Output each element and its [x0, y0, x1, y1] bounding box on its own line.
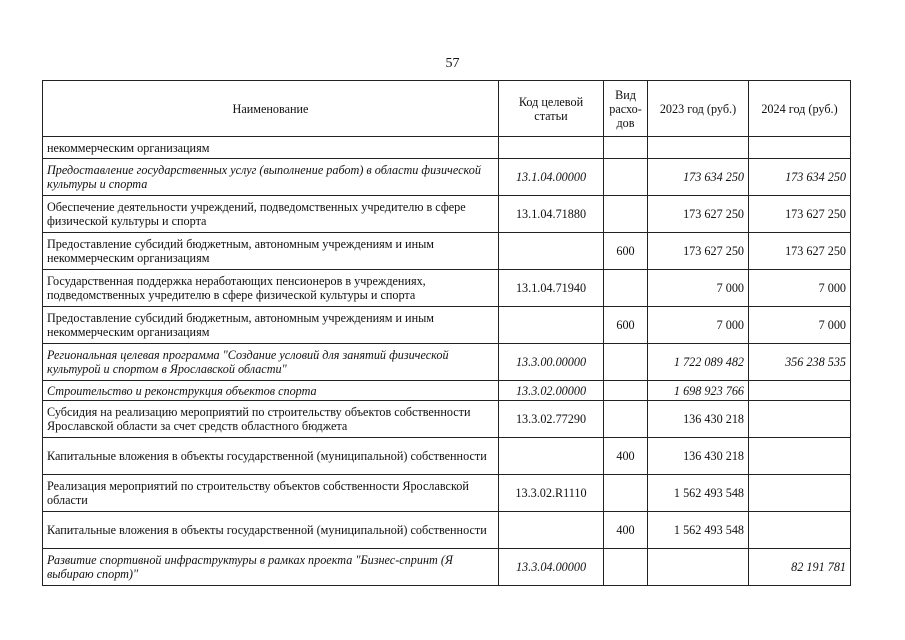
row-2023: 7 000 [648, 270, 749, 307]
row-2023: 173 627 250 [648, 233, 749, 270]
table-row [43, 549, 851, 586]
header-vid: Вид расхо-дов [604, 81, 648, 137]
table-row [43, 438, 851, 475]
page-number: 57 [445, 56, 460, 71]
header-2023: 2023 год (руб.) [648, 81, 749, 137]
row-code [499, 307, 604, 344]
row-vid [604, 270, 648, 307]
row-2024: 173 627 250 [749, 233, 851, 270]
row-name: некоммерческим организациям [43, 137, 499, 159]
row-2023: 7 000 [648, 307, 749, 344]
row-name: Капитальные вложения в объекты государственной (муниципальной) собственности [43, 438, 499, 475]
row-2023: 1 562 493 548 [648, 475, 749, 512]
row-name: Предоставление субсидий бюджетным, автономным учреждениям и иным некоммерческим организациям [43, 233, 499, 270]
row-2024 [749, 475, 851, 512]
row-2024 [749, 512, 851, 549]
header-code: Код целевой статьи [499, 81, 604, 137]
table-header-row [43, 81, 851, 137]
row-2024 [749, 137, 851, 159]
row-2023: 173 627 250 [648, 196, 749, 233]
table-row [43, 401, 851, 438]
row-name: Развитие спортивной инфраструктуры в рамках проекта "Бизнес-спринт (Я выбираю спорт)" [43, 549, 499, 586]
row-code [499, 438, 604, 475]
row-2023: 136 430 218 [648, 438, 749, 475]
row-2024: 7 000 [749, 307, 851, 344]
row-vid [604, 549, 648, 586]
table-row [43, 196, 851, 233]
row-2024: 173 634 250 [749, 159, 851, 196]
table-row [43, 512, 851, 549]
budget-table [42, 80, 851, 586]
header-name: Наименование [43, 81, 499, 137]
row-2024 [749, 438, 851, 475]
row-code: 13.1.04.71940 [499, 270, 604, 307]
row-2024: 82 191 781 [749, 549, 851, 586]
row-name: Капитальные вложения в объекты государственной (муниципальной) собственности [43, 512, 499, 549]
table-row [43, 233, 851, 270]
table-row [43, 381, 851, 401]
row-vid: 600 [604, 307, 648, 344]
table-row [43, 307, 851, 344]
row-2023: 173 634 250 [648, 159, 749, 196]
row-2024 [749, 401, 851, 438]
row-code: 13.3.00.00000 [499, 344, 604, 381]
row-code: 13.3.02.00000 [499, 381, 604, 401]
row-name: Строительство и реконструкция объектов спорта [43, 381, 499, 401]
table-row [43, 137, 851, 159]
row-name: Государственная поддержка неработающих пенсионеров в учреждениях, подведомственных учредителю в сфере физической культуры и спорта [43, 270, 499, 307]
row-name: Субсидия на реализацию мероприятий по строительству объектов собственности Ярославской области за счет средств областного бюджета [43, 401, 499, 438]
row-2023 [648, 549, 749, 586]
row-vid [604, 159, 648, 196]
row-2023: 1 722 089 482 [648, 344, 749, 381]
row-vid: 400 [604, 512, 648, 549]
row-code: 13.3.02.77290 [499, 401, 604, 438]
row-name: Предоставление государственных услуг (выполнение работ) в области физической культуры и спорта [43, 159, 499, 196]
row-name: Реализация мероприятий по строительству объектов собственности Ярославской области [43, 475, 499, 512]
row-code: 13.1.04.71880 [499, 196, 604, 233]
row-2024: 356 238 535 [749, 344, 851, 381]
row-2024: 173 627 250 [749, 196, 851, 233]
table-row [43, 270, 851, 307]
row-2023 [648, 137, 749, 159]
row-vid [604, 381, 648, 401]
row-code [499, 137, 604, 159]
row-vid [604, 344, 648, 381]
table-row [43, 344, 851, 381]
row-vid: 400 [604, 438, 648, 475]
table-row [43, 475, 851, 512]
row-code [499, 233, 604, 270]
row-2023: 136 430 218 [648, 401, 749, 438]
row-vid: 600 [604, 233, 648, 270]
row-vid [604, 137, 648, 159]
row-vid [604, 475, 648, 512]
row-name: Предоставление субсидий бюджетным, автономным учреждениям и иным некоммерческим организациям [43, 307, 499, 344]
row-2024: 7 000 [749, 270, 851, 307]
row-2023: 1 698 923 766 [648, 381, 749, 401]
row-2023: 1 562 493 548 [648, 512, 749, 549]
header-2024: 2024 год (руб.) [749, 81, 851, 137]
row-code: 13.3.04.00000 [499, 549, 604, 586]
row-code: 13.1.04.00000 [499, 159, 604, 196]
row-2024 [749, 381, 851, 401]
row-name: Обеспечение деятельности учреждений, подведомственных учредителю в сфере физической культуры и спорта [43, 196, 499, 233]
table-row [43, 159, 851, 196]
row-vid [604, 196, 648, 233]
row-vid [604, 401, 648, 438]
row-name: Региональная целевая программа "Создание условий для занятий физической культурой и спортом в Ярославской области" [43, 344, 499, 381]
row-code: 13.3.02.R1110 [499, 475, 604, 512]
row-code [499, 512, 604, 549]
